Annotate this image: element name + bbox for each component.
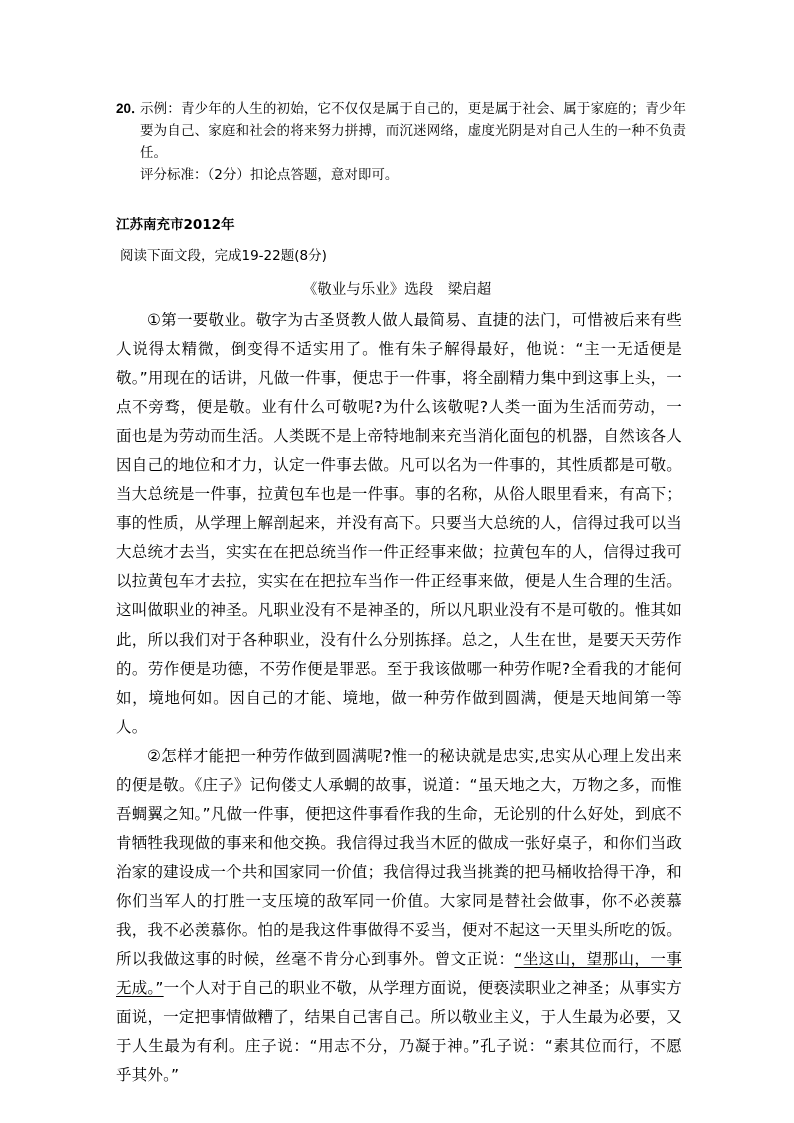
- article-body: [116, 306, 682, 1090]
- section-title: 江苏南充市2012年: [116, 217, 235, 233]
- question-20-answer: [116, 98, 686, 186]
- reading-instruction: 阅读下面文段，完成19-22题(8分): [120, 248, 327, 264]
- paragraph-2-rest: 一个人对于自己的职业不敬，从学理方面说，便亵渎职业之神圣；从事实方面说，一定把事情做糟了，结果自己害自己。所以敬业主义，于人生最为必要，又于人生最为有利。庄子说：“用志不分，乃凝于神。”孔子说：“素其位而行，不愿乎其外。”: [116, 979, 682, 1085]
- question-number: 20．: [116, 101, 145, 116]
- paragraph-2-text: ②怎样才能把一种劳作做到圆满呢?惟一的秘诀就是忠实,忠实从心理上发出来的便是敬。《庄子》记佝偻丈人承蜩的故事，说道：“虽天地之大，万物之多，而惟吾蜩翼之知。”凡做一件事，便把这件事看作我的生命，无论别的什么好处，到底不肯牺牲我现做的事来和他交换。我信得过我当木匠的做成一张好桌子，和你们当政治家的建设成一个共和国家同一价值；我信得过我当挑粪的把马桶收拾得干净，和你们当军人的打胜一支压境的敌军同一价值。大家同是替社会做事，你不必羡慕我，我不必羡慕你。怕的是我这件事做得不妥当，便对不起这一天里头所吃的饭。所以我做这事的时候，丝毫不肯分心到事外。曾文正说：: [116, 746, 682, 969]
- underlined-quote: “坐这山，望那山，一事无成。”: [116, 950, 682, 998]
- article-title: 《敬业与乐业》选段 梁启超: [302, 282, 492, 298]
- answer-text: 示例：青少年的人生的初始，它不仅仅是属于自己的，更是属于社会、属于家庭的；青少年要为自己、家庭和社会的将来努力拼搏，而沉迷网络，虚度光阴是对自己人生的一种不负责任。: [140, 101, 686, 161]
- scoring-criteria: 评分标准：（2分）扣论点答题，意对即可。: [140, 167, 399, 183]
- paragraph-1: ①第一要敬业。敬字为古圣贤教人做人最简易、直捷的法门，可惜被后来有些人说得太精微，倒变得不适实用了。惟有朱子解得最好，他说：“主一无适便是敬。”用现在的话讲，凡做一件事，便忠于一件事，将全副精力集中到这事上头，一点不旁骛，便是敬。业有什么可敬呢?为什么该敬呢?人类一面为生活而劳动，一面也是为劳动而生活。人类既不是上帝特地制来充当消化面包的机器，自然该各人因自己的地位和才力，认定一件事去做。凡可以名为一件事的，其性质都是可敬。当大总统是一件事，拉黄包车也是一件事。事的名称，从俗人眼里看来，有高下；事的性质，从学理上解剖起来，并没有高下。只要当大总统的人，信得过我可以当大总统才去当，实实在在把总统当作一件正经事来做；拉黄包车的人，信得过我可以拉黄包车才去拉，实实在在把拉车当作一件正经事来做，便是人生合理的生活。这叫做职业的神圣。凡职业没有不是神圣的，所以凡职业没有不是可敬的。惟其如此，所以我们对于各种职业，没有什么分别拣择。总之，人生在世，是要天天劳作的。劳作便是功德，不劳作便是罪恶。至于我该做哪一种劳作呢?全看我的才能何如，境地何如。因自己的才能、境地，做一种劳作做到圆满，便是天地间第一等人。: [116, 311, 682, 736]
- paragraph-2: [116, 742, 682, 1091]
